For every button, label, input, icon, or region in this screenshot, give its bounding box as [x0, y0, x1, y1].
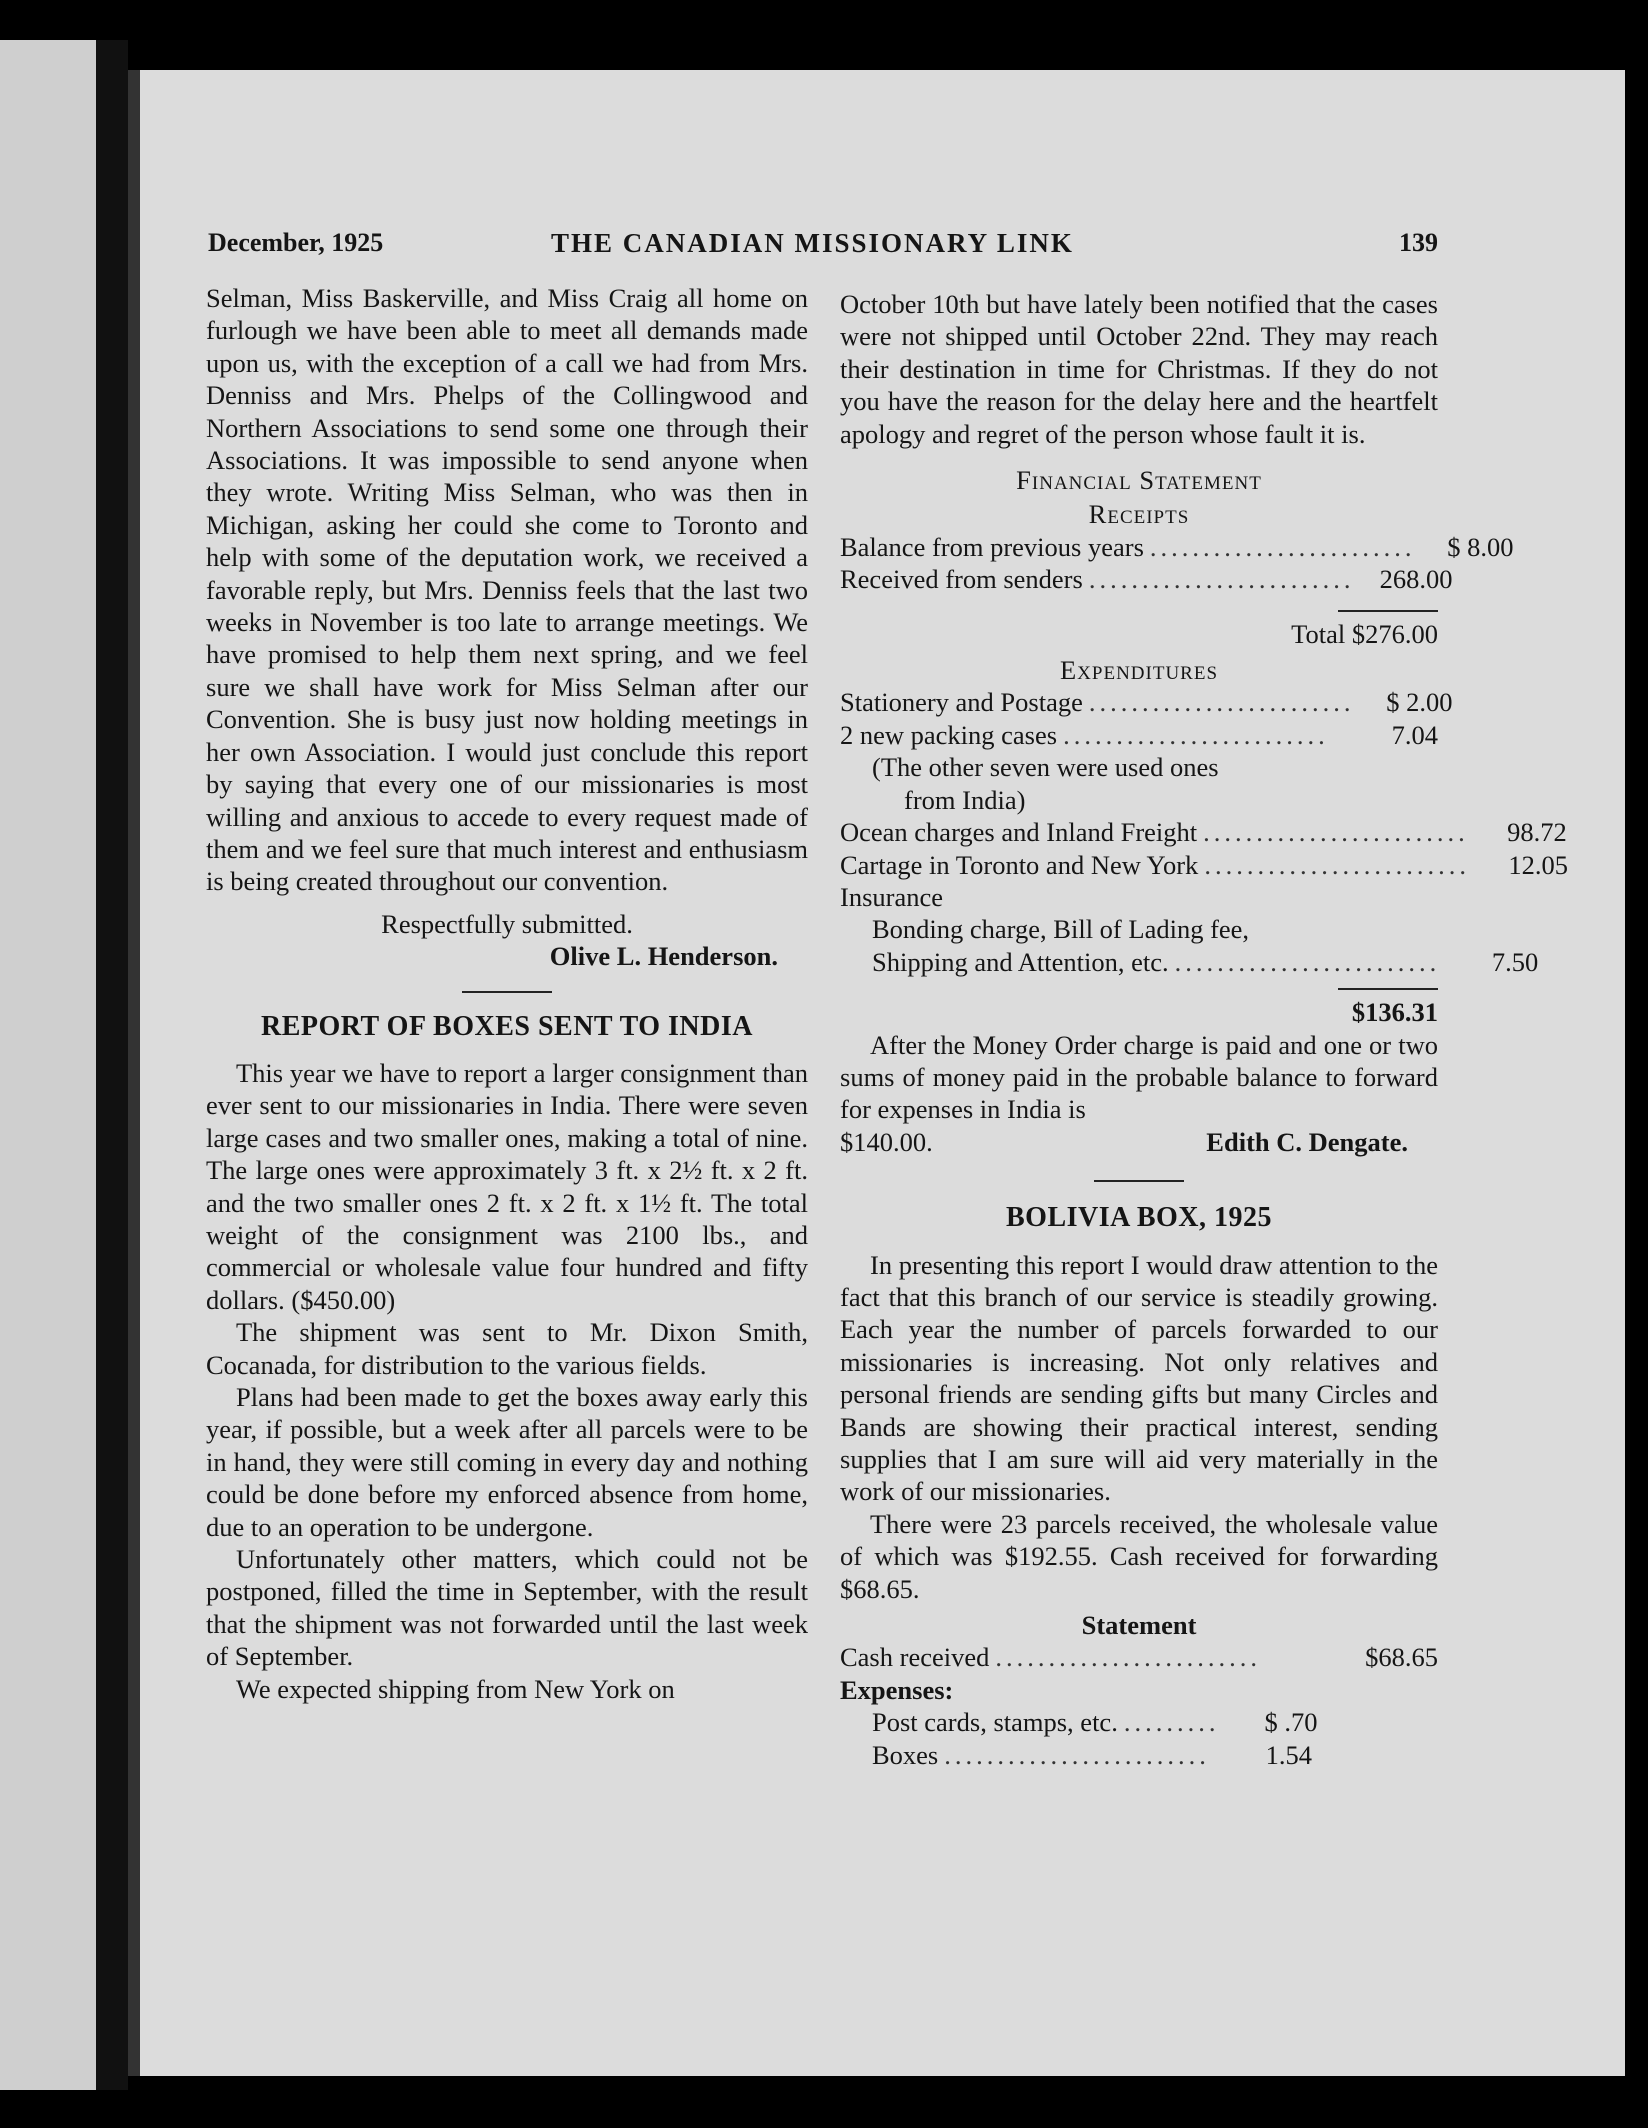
statement-row: Boxes ......................... 1.54 — [872, 1739, 1312, 1770]
signature-henderson: Olive L. Henderson. — [549, 941, 778, 972]
report-paragraph-4: Unfortunately other matters, which could not be postponed, filled the time in September, with the result that the shipment was not forwarded until the last week of September. — [206, 1544, 808, 1672]
report-heading: REPORT OF BOXES SENT TO INDIA — [261, 1010, 753, 1042]
expenditure-note: from India) — [904, 784, 1026, 815]
receipt-row: Balance from previous years ......................... $ 8.00 — [840, 531, 1514, 562]
expenditures-total: $136.31 — [1351, 997, 1438, 1028]
expenditure-row: Stationery and Postage ......................... $ 2.00 — [840, 687, 1453, 718]
statement-row: Post cards, stamps, etc. ......... $ .70 — [872, 1707, 1318, 1738]
header-date: December, 1925 — [208, 228, 384, 257]
expenditure-row: 2 new packing cases ......................... 7.04 — [840, 719, 1438, 750]
expenditure-row: Shipping and Attention, etc. ......................... 7.50 — [872, 946, 1539, 977]
after-paragraph: After the Money Order charge is paid and one or two sums of money paid in the probable balance to forward for expenses in India is — [840, 1029, 1438, 1125]
expenditure-row: Ocean charges and Inland Freight ......................... 98.72 — [840, 817, 1567, 848]
receipt-amount: $ 8.00 — [1447, 531, 1514, 562]
header-title: THE CANADIAN MISSIONARY LINK — [551, 228, 1074, 258]
section-rule — [1094, 1180, 1184, 1182]
closing: Respectfully submitted. — [381, 908, 633, 939]
expenses-label: Expenses: — [840, 1674, 954, 1705]
receipt-row: Received from senders ......................... 268.00 — [840, 564, 1453, 595]
receipt-label: Balance from previous years — [840, 531, 1144, 562]
intro-paragraph: Selman, Miss Baskerville, and Miss Craig all home on furlough we have been able to meet all demands made upon us, with the exception of a call we had from Mrs. Denniss and Mrs. Phelps of the Collingwood and Northern Associations to send some one through their Associations. It was impossible to send anyone when they wrote. Writing Miss Selman, who was then in Michigan, asking her could she come to Toronto and help with some of the deputation work, we received a favorable reply, but Mrs. Denniss feels that the last two weeks in November is too late to arrange meetings. We have promised to help them next spring, and we feel sure we shall have work for Miss Selman after our Convention. She is busy just now holding meetings in her own Association. I would just conclude this report by saying that every one of our missionaries is most willing and anxious to accede to every request made of them and we feel sure that much interest and enthusiasm is being created throughout our convention. — [206, 283, 808, 897]
insurance-label: Insurance — [840, 881, 943, 912]
report-paragraph-1: This year we have to report a larger consignment than ever sent to our missionaries in India. There were seven large cases and two smaller ones, making a total of nine. The large ones were approximately 3 ft. x 2½ ft. x 2 ft. and the two smaller ones 2 ft. x 2 ft. x 1½ ft. The total weight of the consignment was 2100 lbs., and commercial or wholesale value four hundred and fifty dollars. ($450.00) — [206, 1057, 808, 1315]
running-header — [208, 228, 1438, 264]
report-paragraph-2: The shipment was sent to Mr. Dixon Smith, Cocanada, for distribution to the various fields. — [206, 1317, 808, 1380]
statement-heading: Statement — [1081, 1610, 1197, 1641]
page-gutter-shadow — [96, 40, 128, 2090]
left-column — [206, 282, 808, 1705]
continued-paragraph: October 10th but have lately been notified that the cases were not shipped until October 22nd. They may reach their destination in time for Christmas. If they do not you have the reason for the delay here and the heartfelt apology and regret of the person whose fault it is. — [840, 289, 1438, 449]
bolivia-paragraph-1: In presenting this report I would draw attention to the fact that this branch of our service is steadily growing. Each year the number of parcels forwarded to our missionaries is increasing. Not only relatives and personal friends are sending gifts but many Circles and Bands are showing their practical interest, sending supplies that I am sure will aid very materially in the work of our missionaries. — [840, 1249, 1438, 1507]
bonding-line: Bonding charge, Bill of Lading fee, — [872, 914, 1250, 945]
sum-rule — [1338, 610, 1438, 612]
financial-statement-heading: Financial Statement — [1016, 465, 1262, 496]
expenditure-note: (The other seven were used ones — [872, 752, 1219, 783]
signature-dengate: Edith C. Dengate. — [1206, 1126, 1408, 1157]
receipt-label: Received from senders — [840, 564, 1083, 595]
bolivia-paragraph-2: There were 23 parcels received, the wholesale value of which was $192.55. Cash received for forwarding $68.65. — [840, 1508, 1438, 1604]
page-number: 139 — [1399, 228, 1438, 257]
report-paragraph-5: We expected shipping from New York on — [236, 1673, 675, 1704]
after-paragraph-end — [840, 1126, 1438, 1158]
adjacent-page-edge — [0, 40, 128, 2090]
statement-row: Cash received ......................... $68.65 — [840, 1642, 1438, 1673]
section-rule — [462, 991, 552, 993]
receipts-heading: Receipts — [1088, 499, 1190, 530]
sum-rule — [1338, 988, 1438, 990]
page-spine — [128, 70, 140, 2076]
balance-amount: $140.00. — [840, 1126, 933, 1157]
right-column — [840, 288, 1568, 1771]
expenditure-row: Cartage in Toronto and New York ......................... 12.05 — [840, 849, 1568, 880]
bolivia-heading: BOLIVIA BOX, 1925 — [1006, 1202, 1272, 1234]
receipts-total: Total $276.00 — [1291, 618, 1438, 649]
expenditures-heading: Expenditures — [1059, 655, 1219, 686]
receipt-amount: 268.00 — [1379, 564, 1453, 595]
report-paragraph-3: Plans had been made to get the boxes away early this year, if possible, but a week after all parcels were to be in hand, they were still coming in every day and nothing could be done before my enforced absence from home, due to an operation to be undergone. — [206, 1382, 808, 1542]
